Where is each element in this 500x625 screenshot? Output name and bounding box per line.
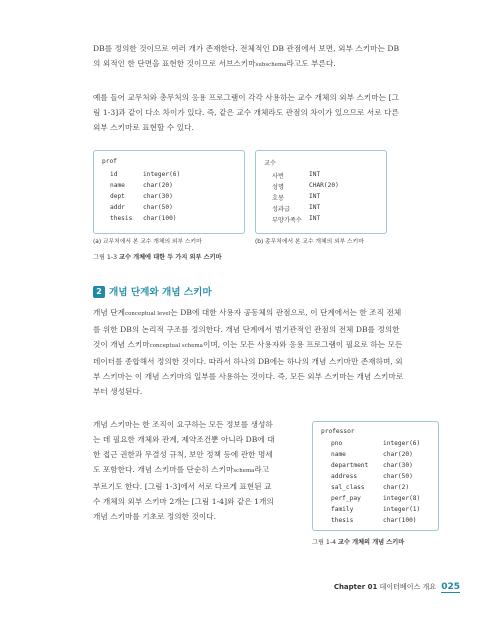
schema-row-name: name: [331, 451, 346, 458]
schema-box-professor-title: professor: [321, 428, 355, 435]
paragraph-2-line-2: 림 1-3]과 같이 다소 차이가 있다. 즉, 같은 교수 개체라도 관점의 차이가 있으므로 서로 다른: [93, 108, 399, 117]
figure-1-4-title: 교수 개체의 개념 스키마: [338, 539, 405, 546]
conceptual-level-term: conceptual level: [125, 311, 171, 317]
schema-row-name: thesis: [331, 517, 354, 524]
schema-row-name: perf_pay: [331, 495, 361, 502]
schema-row-name: 성명: [272, 184, 284, 191]
paragraph-3-line-1b: 는 DB에 대한 사용자 공동체의 관점으로, 이 단계에서는 한 조직 전체: [170, 308, 402, 317]
paragraph-3-line-4: 데이터를 종합해서 정의한 것이다. 따라서 하나의 DB에는 하나의 개념 스키마만 존재하며, 외: [93, 357, 403, 366]
paragraph-4-line-1: 개념 스키마는 한 조직이 요구하는 모든 정보를 생성하: [93, 420, 273, 429]
schema-row-type: INT: [309, 204, 321, 211]
schema-row-type: char(30): [383, 462, 413, 469]
schema-row-type: char(20): [143, 182, 173, 189]
figure-1-3-title: 교수 개체에 대한 두 가지 외부 스키마: [119, 254, 222, 261]
schema-row-name: 호봉: [272, 195, 284, 202]
paragraph-1-line-2a: 의 외적인 한 단면을 표현한 것이므로 서브스키마: [93, 59, 256, 68]
schema-row-type: char(2): [383, 484, 410, 491]
schema-row-name: 부양가족수: [272, 217, 302, 224]
subschema-term: subschema: [255, 62, 287, 68]
schema-row-type: INT: [309, 215, 321, 222]
paragraph-4-line-4a: 도 포함한다. 개념 스키마를 단순히 스키마: [93, 465, 234, 474]
schema-row-name: sal_class: [331, 484, 365, 491]
schema-box-professor-kr-caption: (b) 총무처에서 본 교수 개체의 외부 스키마: [255, 239, 364, 245]
schema-row-name: name: [110, 182, 125, 189]
paragraph-3-line-5: 부 스키마는 이 개념 스키마의 일부를 사용하는 것이다. 즉, 모든 외부 스키마는 개념 스키마로: [93, 372, 404, 381]
page-footer: [334, 582, 460, 592]
schema-row-name: dept: [110, 193, 125, 200]
schema-box-prof: [93, 150, 245, 234]
schema-row-type: char(100): [383, 517, 417, 524]
paragraph-2-line-3: 외부 스키마로 표현할 수 있다.: [93, 123, 194, 132]
schema-row-type: INT: [309, 171, 321, 178]
schema-row-name: 성과급: [272, 206, 290, 213]
paragraph-2-line-1: 예를 들어 교무처와 총무처의 응용 프로그램이 각각 사용하는 교수 개체의 외부 스키마는 [그: [93, 93, 399, 102]
paragraph-1: [93, 41, 438, 73]
schema-row-type: char(30): [143, 193, 173, 200]
paragraph-3-line-3a: 것이 개념 스키마: [93, 340, 150, 349]
paragraph-1-line-1: DB를 정의한 것이므로 여러 개가 존재한다. 전체적인 DB 관점에서 보면, 외부 스키마는 DB: [93, 44, 400, 53]
schema-row-type: char(20): [383, 451, 413, 458]
schema-row-type: char(50): [143, 204, 173, 211]
paragraph-3: [93, 305, 438, 399]
figure-1-4-label: 그림 1-4: [312, 539, 337, 546]
schema-row-type: CHAR(20): [309, 182, 339, 189]
paragraph-4: [93, 417, 305, 524]
chapter-title: 데이터베이스 개요: [379, 583, 436, 591]
schema-row-type: integer(6): [383, 440, 421, 447]
paragraph-4-line-5: 부르기도 한다. [그림 1-3]에서 서로 다르게 표현된 교: [93, 482, 272, 491]
schema-row-type: integer(6): [143, 171, 181, 178]
paragraph-4-line-6: 수 개체의 외부 스키마 2개는 [그림 1-4]와 같은 1개의: [93, 497, 274, 506]
figure-1-3-caption: [93, 252, 222, 261]
schema-row-name: address: [331, 473, 358, 480]
paragraph-3-line-2: 를 위한 DB의 논리적 구조를 정의한다. 개념 단계에서 범기관적인 관점의 전체 DB를 정의한: [93, 325, 400, 334]
page-number: 025: [441, 582, 460, 592]
schema-row-type: integer(8): [383, 495, 421, 502]
schema-box-professor-kr-title: 교수: [264, 160, 276, 167]
schema-row-name: addr: [110, 204, 125, 211]
schema-row-name: 사번: [272, 173, 284, 180]
figure-1-3-label: 그림 1-3: [93, 254, 118, 261]
paragraph-1-line-2b: 라고도 부른다.: [286, 59, 336, 68]
schema-row-type: char(100): [143, 215, 177, 222]
chapter-label: Chapter 01: [333, 583, 378, 591]
paragraph-4-line-2: 는 데 필요한 개체와 관계, 제약조건뿐 아니라 DB에 대: [93, 435, 275, 444]
paragraph-4-line-4b: 라고: [254, 465, 270, 474]
schema-row-name: pno: [331, 440, 343, 447]
section-heading: [93, 286, 212, 300]
schema-box-professor-kr: [255, 150, 387, 234]
schema-row-type: INT: [309, 193, 321, 200]
paragraph-2: [93, 90, 438, 135]
schema-box-prof-caption: (a) 교무처에서 본 교수 개체의 외부 스키마: [93, 239, 202, 245]
schema-row-type: char(50): [383, 473, 413, 480]
section-title: 개념 단계와 개념 스키마: [109, 287, 212, 298]
paragraph-3-line-1a: 개념 단계: [93, 308, 126, 317]
conceptual-schema-term: conceptual schema: [149, 343, 203, 349]
section-number-badge: 2: [93, 286, 105, 298]
schema-row-type: integer(1): [383, 506, 421, 513]
schema-row-name: department: [331, 462, 369, 469]
schema-term: schema: [233, 468, 255, 474]
paragraph-4-line-3: 한 접근 권한과 무결성 규칙, 보안 정책 등에 관한 명세: [93, 450, 273, 459]
figure-1-4-caption: [312, 537, 404, 546]
paragraph-3-line-3b: 이며, 이는 모든 사용자와 응용 프로그램이 필요로 하는 모든: [202, 340, 403, 349]
schema-box-prof-title: prof: [102, 158, 117, 165]
schema-row-name: id: [110, 171, 118, 178]
schema-row-name: thesis: [110, 215, 133, 222]
schema-box-professor: [312, 421, 439, 531]
paragraph-4-line-7: 개념 스키마를 기초로 정의한 것이다.: [93, 512, 217, 521]
schema-row-name: family: [331, 506, 354, 513]
paragraph-3-line-6: 부터 생성된다.: [93, 387, 143, 396]
